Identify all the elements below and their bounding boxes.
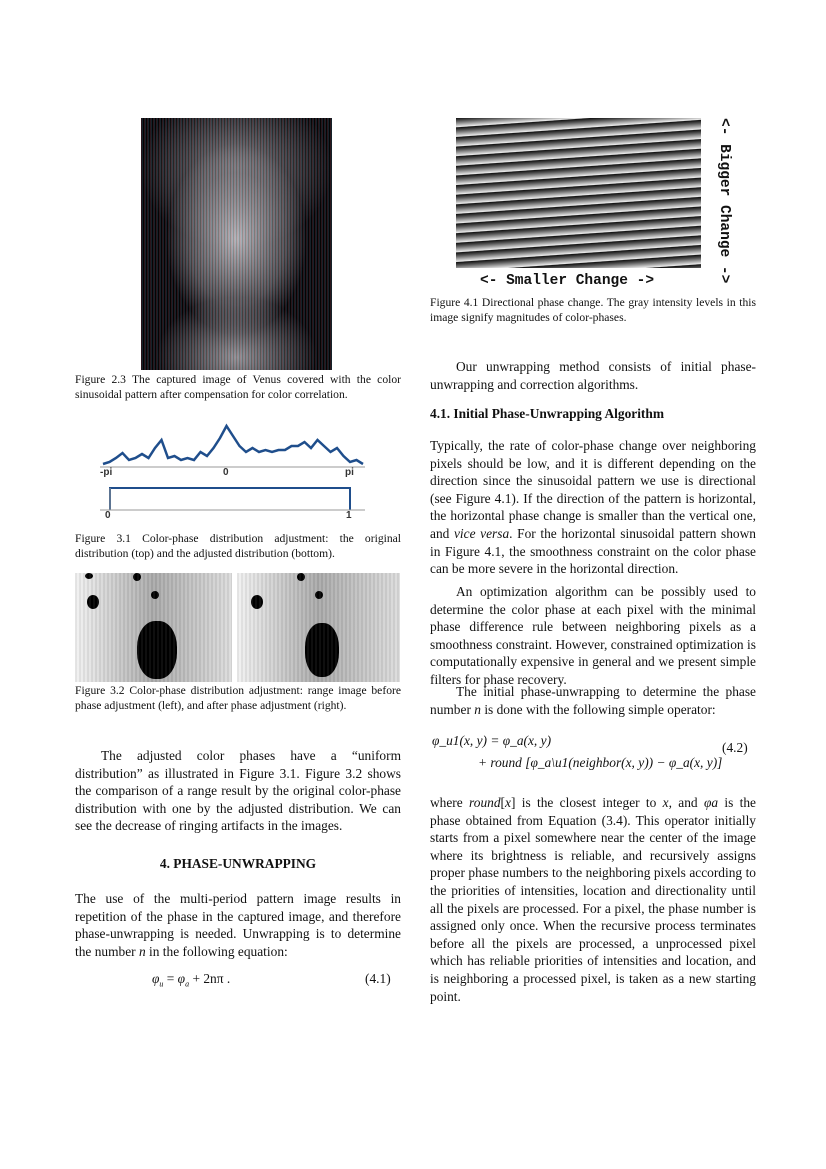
fig-4-1-x-label: <- Smaller Change ->: [480, 273, 655, 289]
text-var-n: n: [474, 701, 481, 717]
paragraph-uniform-distribution: The adjusted color phases have a “uniform distribution” as illustrated in Figure 3.1. Figure 3.2 shows the comparison of a range result by the original color-phase distribution with one by the adjusted distribution. We can see the decrease of ringing artifacts in the images.: [75, 748, 401, 834]
eq-symbol: =: [163, 971, 178, 986]
equation-4-1: [152, 971, 230, 989]
equation-4-2-line-1: φ_u1(x, y) = φ_a(x, y): [432, 733, 552, 748]
text: ] is the closest integer to: [510, 795, 663, 810]
eq-symbol: φ: [152, 971, 160, 986]
paragraph-directional-change: [430, 437, 756, 578]
eq-subscript: u: [159, 979, 164, 989]
tick-label-zero: 0: [223, 467, 229, 478]
equation-4-2-line-2: + round [φ_a\u1(neighbor(x, y)) − φ_a(x, y)]: [478, 755, 723, 770]
text: [: [500, 795, 505, 810]
subsection-heading-4-1: 4.1. Initial Phase-Unwrapping Algorithm: [430, 406, 664, 421]
text: The use of the multi-period pattern image results in repetition of the phase in the captured image, and therefore phase-unwrapping is needed. Unwrapping is to determine the number: [75, 891, 401, 959]
eq-symbol: φ: [177, 971, 186, 986]
text: is the phase obtained from Equation (3.4). This operator initially starts from a pixel somewhere near the center of the image where its brightness is reliable, and recursively assigns proper phase numbers to the neighboring pixels according to the priorities of intensities, location and directionality until all the pixels are processed. For a pixel, the phase number is assigned only once. When the recursive process terminates before all the pixels are processed, a unprocessed pixel which has reliable priorities of intensities and location, and is neighboring a processed pixel, is taken as a new starting point.: [430, 795, 756, 1004]
text: Typically, the rate of color-phase change over neighboring pixels should be low, and it is different depending on the direction since the sinusoidal pattern we use is directional (see Figure 4.1). If the direction of the pattern is horizontal, the horizontal phase change is smaller than the vertical one, and: [430, 438, 756, 541]
text: The initial phase-unwrapping to determine the phase number: [430, 684, 756, 717]
range-image-before: [75, 573, 232, 682]
text-phi-a: φa: [703, 795, 719, 810]
figure-3-1-caption: Figure 3.1 Color-phase distribution adjustment: the original distribution (top) and the adjusted distribution (bottom).: [75, 532, 401, 560]
paragraph-phase-unwrapping: [75, 890, 401, 960]
section-heading-phase-unwrapping: 4. PHASE-UNWRAPPING: [159, 856, 317, 871]
text: in the following equation:: [145, 943, 288, 959]
text-var-x: x: [505, 795, 511, 810]
text-round: round: [469, 795, 501, 810]
paragraph-optimization: An optimization algorithm can be possibly used to determine the color phase at each pixel with the minimal phase difference rule between neighboring pixels as a smoothness constraint. However, constrained optimization is computationally expensive in general and we present simple filters for phase recovery.: [430, 584, 756, 687]
eq-subscript: a: [185, 979, 190, 989]
figure-2-3-caption: Figure 2.3 The captured image of Venus covered with the color sinusoidal pattern after compensation for color correlation.: [75, 373, 401, 401]
range-image-after: [237, 573, 400, 682]
figure-3-2-caption: Figure 3.2 Color-phase distribution adjustment: range image before phase adjustment (left), and after phase adjustment (right).: [75, 684, 401, 712]
paragraph-operator-description: [430, 794, 756, 1005]
figure-4-1-caption: Figure 4.1 Directional phase change. The gray intensity levels in this image signify magnitudes of color-phases.: [430, 296, 756, 324]
venus-figure-image: [141, 118, 332, 370]
text-vice-versa: vice versa: [453, 525, 510, 541]
eq-symbol: + 2nπ .: [189, 971, 231, 986]
tick-label-0: 0: [105, 510, 111, 521]
text: is done with the following simple operator:: [480, 701, 716, 717]
tick-label-pi: pi: [345, 467, 354, 478]
figure-3-1-plot: [75, 412, 405, 524]
original-distribution-line: [103, 426, 363, 464]
text-var-x: x: [662, 795, 669, 810]
text: . For the horizontal sinusoidal pattern shown in Figure 4.1, the smoothness constraint on the color phase can be more severe in the horizontal direction.: [430, 525, 756, 577]
directional-phase-image: [456, 118, 701, 268]
tick-label-1: 1: [346, 510, 352, 521]
text: where: [430, 795, 470, 810]
text-var-n: n: [138, 943, 146, 959]
text: , and: [668, 795, 704, 810]
fig-4-1-y-label: <- Bigger Change ->: [716, 118, 732, 284]
figure-3-1: [75, 412, 405, 524]
equation-4-2-number: (4.2): [722, 740, 748, 755]
paragraph-method-overview: Our unwrapping method consists of initial phase-unwrapping and correction algorithms.: [430, 359, 756, 392]
adjusted-distribution-line: [110, 488, 350, 510]
paragraph-initial-unwrapping: [430, 683, 756, 718]
equation-4-1-number: (4.1): [365, 971, 391, 986]
tick-label-neg-pi: -pi: [100, 467, 113, 478]
